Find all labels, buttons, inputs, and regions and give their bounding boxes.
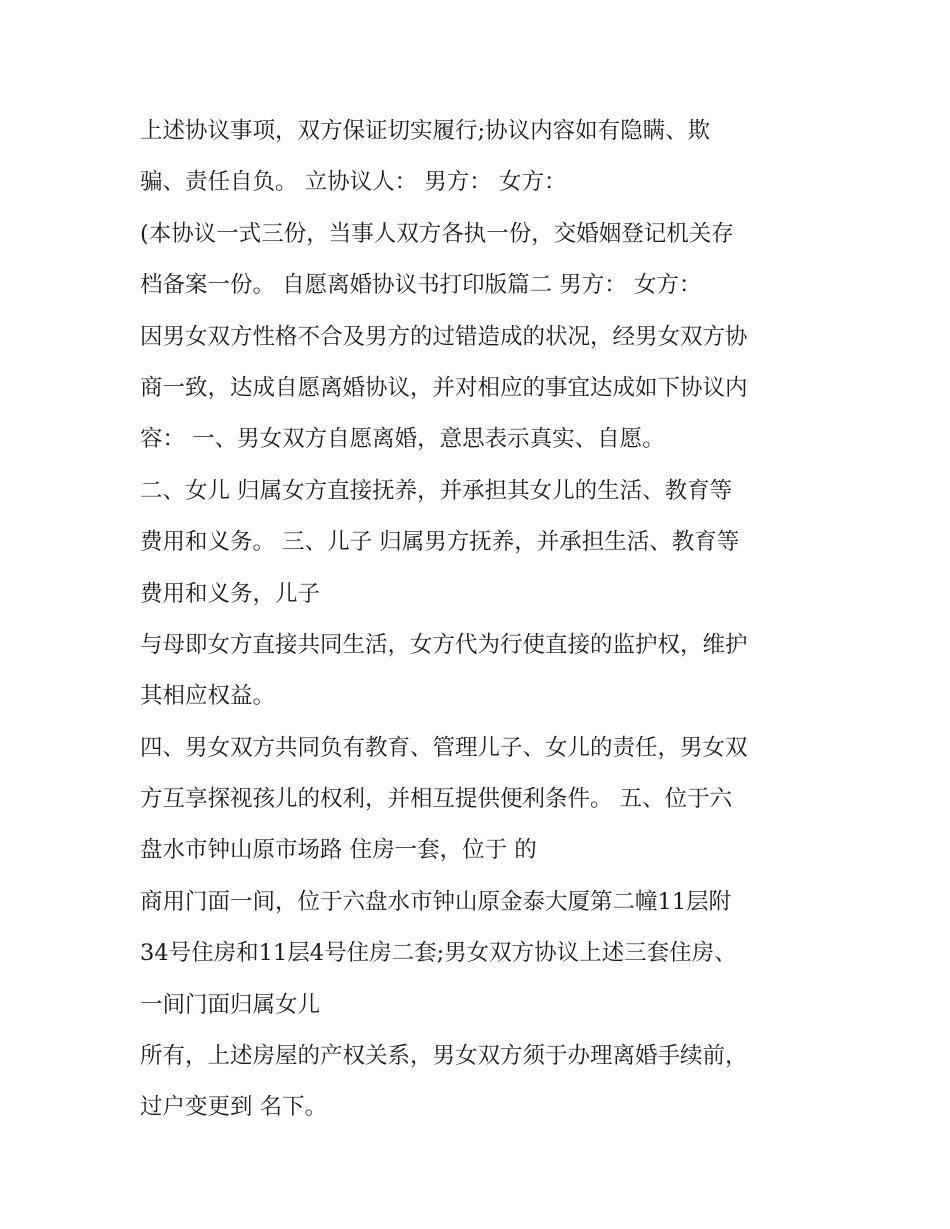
text-line: 容： 一、男女双方自愿离婚，意思表示真实、自愿。 xyxy=(140,426,665,453)
text-line: 商用门面一间，位于六盘水市钟山原金泰大厦第二幢11层附 xyxy=(140,888,732,915)
text-line: 与母即女方直接共同生活，女方代为行使直接的监护权，维护 xyxy=(140,631,748,658)
text-line: 骗、责任自负。 立协议人： 男方： 女方： xyxy=(140,169,567,196)
text-line: 费用和义务，儿子 xyxy=(140,580,321,607)
text-line: 34号住房和11层4号住房二套;男女双方协议上述三套住房、 xyxy=(140,940,737,967)
text-line: 二、女儿 归属女方直接抚养，并承担其女儿的生活、教育等 xyxy=(140,477,733,504)
text-line: 盘水市钟山原市场路 住房一套，位于 的 xyxy=(140,837,537,864)
text-line: 过户变更到 名下。 xyxy=(140,1094,328,1121)
text-line: 档备案一份。 自愿离婚协议书打印版篇二 男方： 女方： xyxy=(140,272,702,299)
text-line: 一间门面归属女儿 xyxy=(140,991,321,1018)
text-line: 商一致，达成自愿离婚协议，并对相应的事宜达成如下协议内 xyxy=(140,374,748,401)
text-line: 方互享探视孩儿的权利，并相互提供便利条件。 五、位于六 xyxy=(140,786,733,813)
text-line: 上述协议事项，双方保证切实履行;协议内容如有隐瞒、欺 xyxy=(140,118,711,144)
text-line: (本协议一式三份，当事人双方各执一份，交婚姻登记机关存 xyxy=(140,220,734,247)
text-line: 四、男女双方共同负有教育、管理儿子、女儿的责任，男女双 xyxy=(140,734,748,761)
document-body xyxy=(140,106,830,1134)
text-line: 费用和义务。 三、儿子 归属男方抚养，并承担生活、教育等 xyxy=(140,529,740,556)
text-line: 因男女双方性格不合及男方的过错造成的状况，经男女双方协 xyxy=(140,323,748,350)
text-line: 所有，上述房屋的产权关系，男女双方须于办理离婚手续前， xyxy=(140,1043,748,1070)
text-line: 其相应权益。 xyxy=(140,683,276,710)
